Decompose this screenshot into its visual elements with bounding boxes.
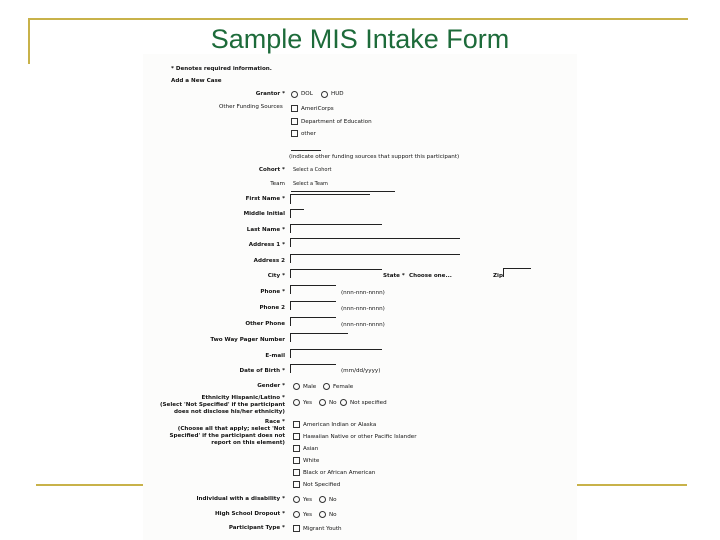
other-funding-label: Other Funding Sources: [219, 104, 283, 110]
middle-initial-input[interactable]: [290, 209, 304, 210]
dropout-yes-radio[interactable]: [293, 511, 300, 518]
race-asian-checkbox[interactable]: [293, 445, 300, 452]
race-label-line4: report on this element): [211, 440, 285, 446]
phone-box-edge: [290, 285, 291, 294]
race-hawaiian-checkbox[interactable]: [293, 433, 300, 440]
email-input[interactable]: [290, 349, 382, 350]
middle-initial-label: Middle Initial: [243, 211, 285, 217]
disability-yes-label: Yes: [303, 497, 313, 503]
first-name-box-edge: [290, 195, 291, 204]
race-not-specified-label: Not Specified: [303, 482, 341, 488]
grantor-dol-radio[interactable]: [291, 91, 298, 98]
pager-box-edge: [290, 333, 291, 342]
education-label: Department of Education: [301, 119, 372, 125]
race-american-indian-label: American Indian or Alaska: [303, 422, 377, 428]
team-select[interactable]: Select a Team: [293, 181, 328, 187]
ethnicity-not-specified-label: Not specified: [350, 400, 387, 406]
race-asian-label: Asian: [303, 446, 319, 452]
phone2-hint: (nnn-nnn-nnnn): [341, 306, 385, 312]
other-phone-label: Other Phone: [245, 321, 285, 327]
team-select-underline: [291, 191, 395, 192]
race-hawaiian-label: Hawaiian Native or other Pacific Islander: [303, 434, 417, 440]
race-black-checkbox[interactable]: [293, 469, 300, 476]
last-name-label: Last Name *: [246, 227, 285, 233]
other-phone-box-edge: [290, 317, 291, 326]
disability-yes-radio[interactable]: [293, 496, 300, 503]
address1-box-edge: [290, 238, 291, 247]
americorps-label: AmeriCorps: [301, 106, 334, 112]
ethnicity-label-line1: Ethnicity Hispanic/Latino *: [201, 395, 285, 401]
required-note: * Denotes required information.: [171, 66, 272, 72]
participant-type-label: Participant Type *: [228, 525, 285, 531]
ethnicity-yes-label: Yes: [303, 400, 313, 406]
state-select[interactable]: Choose one...: [409, 273, 452, 279]
first-name-label: First Name *: [245, 196, 285, 202]
race-black-label: Black or African American: [303, 470, 376, 476]
address2-box-edge: [290, 254, 291, 263]
address2-label: Address 2: [253, 258, 285, 264]
grantor-hud-radio[interactable]: [321, 91, 328, 98]
other-funding-hint: (indicate other funding sources that support this participant): [289, 154, 460, 160]
last-name-input[interactable]: [290, 224, 382, 225]
gender-male-label: Male: [303, 384, 317, 390]
address2-input[interactable]: [290, 254, 460, 255]
phone2-box-edge: [290, 301, 291, 310]
email-box-edge: [290, 349, 291, 358]
dropout-label: High School Dropout *: [214, 511, 285, 517]
zip-label: Zip: [493, 273, 503, 279]
other-phone-input[interactable]: [290, 317, 336, 318]
first-name-input[interactable]: [290, 194, 370, 195]
phone-hint: (nnn-nnn-nnnn): [341, 290, 385, 296]
frame-top-horizontal-line: [28, 18, 688, 20]
dropout-no-radio[interactable]: [319, 511, 326, 518]
city-label: City *: [267, 273, 285, 279]
dob-input[interactable]: [290, 364, 336, 365]
zip-box-edge: [503, 268, 504, 277]
race-white-label: White: [303, 458, 320, 464]
grantor-dol-label: DOL: [301, 91, 313, 97]
ethnicity-no-radio[interactable]: [319, 399, 326, 406]
americorps-checkbox[interactable]: [291, 105, 298, 112]
gender-label: Gender *: [257, 383, 285, 389]
zip-input[interactable]: [503, 268, 531, 269]
ethnicity-yes-radio[interactable]: [293, 399, 300, 406]
city-input[interactable]: [290, 269, 382, 270]
scanned-form: [143, 54, 577, 540]
dob-box-edge: [290, 364, 291, 373]
address1-label: Address 1 *: [248, 242, 285, 248]
phone-input[interactable]: [290, 285, 336, 286]
frame-bottom-left-line: [36, 484, 144, 486]
other-funding-input[interactable]: [291, 150, 321, 151]
phone-label: Phone *: [260, 289, 285, 295]
state-label: State *: [383, 273, 405, 279]
cohort-select[interactable]: Select a Cohort: [293, 167, 332, 173]
dob-hint: (mm/dd/yyyy): [341, 368, 381, 374]
section-title: Add a New Case: [171, 78, 222, 84]
frame-bottom-right-line: [577, 484, 687, 486]
dropout-yes-label: Yes: [303, 512, 313, 518]
pager-input[interactable]: [290, 333, 348, 334]
race-label-line1: Race *: [264, 419, 285, 425]
disability-no-radio[interactable]: [319, 496, 326, 503]
phone2-input[interactable]: [290, 301, 336, 302]
grantor-label: Grantor *: [255, 91, 285, 97]
city-box-edge: [290, 269, 291, 278]
disability-no-label: No: [329, 497, 337, 503]
dropout-no-label: No: [329, 512, 337, 518]
gender-male-radio[interactable]: [293, 383, 300, 390]
migrant-youth-checkbox[interactable]: [293, 525, 300, 532]
race-american-indian-checkbox[interactable]: [293, 421, 300, 428]
team-label: Team: [270, 181, 285, 187]
middle-initial-box-edge: [290, 209, 291, 218]
email-label: E-mail: [265, 353, 285, 359]
race-label-line3: Specified' if the participant does not: [169, 433, 285, 439]
address1-input[interactable]: [290, 238, 460, 239]
ethnicity-label-line2: (Select 'Not Specified' if the participant: [159, 402, 285, 408]
gender-female-radio[interactable]: [323, 383, 330, 390]
slide-title: Sample MIS Intake Form: [210, 24, 510, 54]
pager-label: Two Way Pager Number: [210, 337, 285, 343]
disability-label: Individual with a disability *: [196, 496, 285, 502]
other-funding-checkbox[interactable]: [291, 130, 298, 137]
education-checkbox[interactable]: [291, 118, 298, 125]
cohort-label: Cohort *: [258, 167, 285, 173]
dob-label: Date of Birth *: [239, 368, 285, 374]
gender-female-label: Female: [333, 384, 354, 390]
ethnicity-label-line3: does not disclose his/her ethnicity): [174, 409, 285, 415]
race-white-checkbox[interactable]: [293, 457, 300, 464]
ethnicity-not-specified-radio[interactable]: [340, 399, 347, 406]
other-phone-hint: (nnn-nnn-nnnn): [341, 322, 385, 328]
race-label-line2: (Choose all that apply; select 'Not: [177, 426, 285, 432]
ethnicity-no-label: No: [329, 400, 337, 406]
race-not-specified-checkbox[interactable]: [293, 481, 300, 488]
grantor-hud-label: HUD: [331, 91, 344, 97]
last-name-box-edge: [290, 224, 291, 233]
other-funding-option-label: other: [301, 131, 316, 137]
phone2-label: Phone 2: [259, 305, 285, 311]
migrant-youth-label: Migrant Youth: [303, 526, 342, 532]
